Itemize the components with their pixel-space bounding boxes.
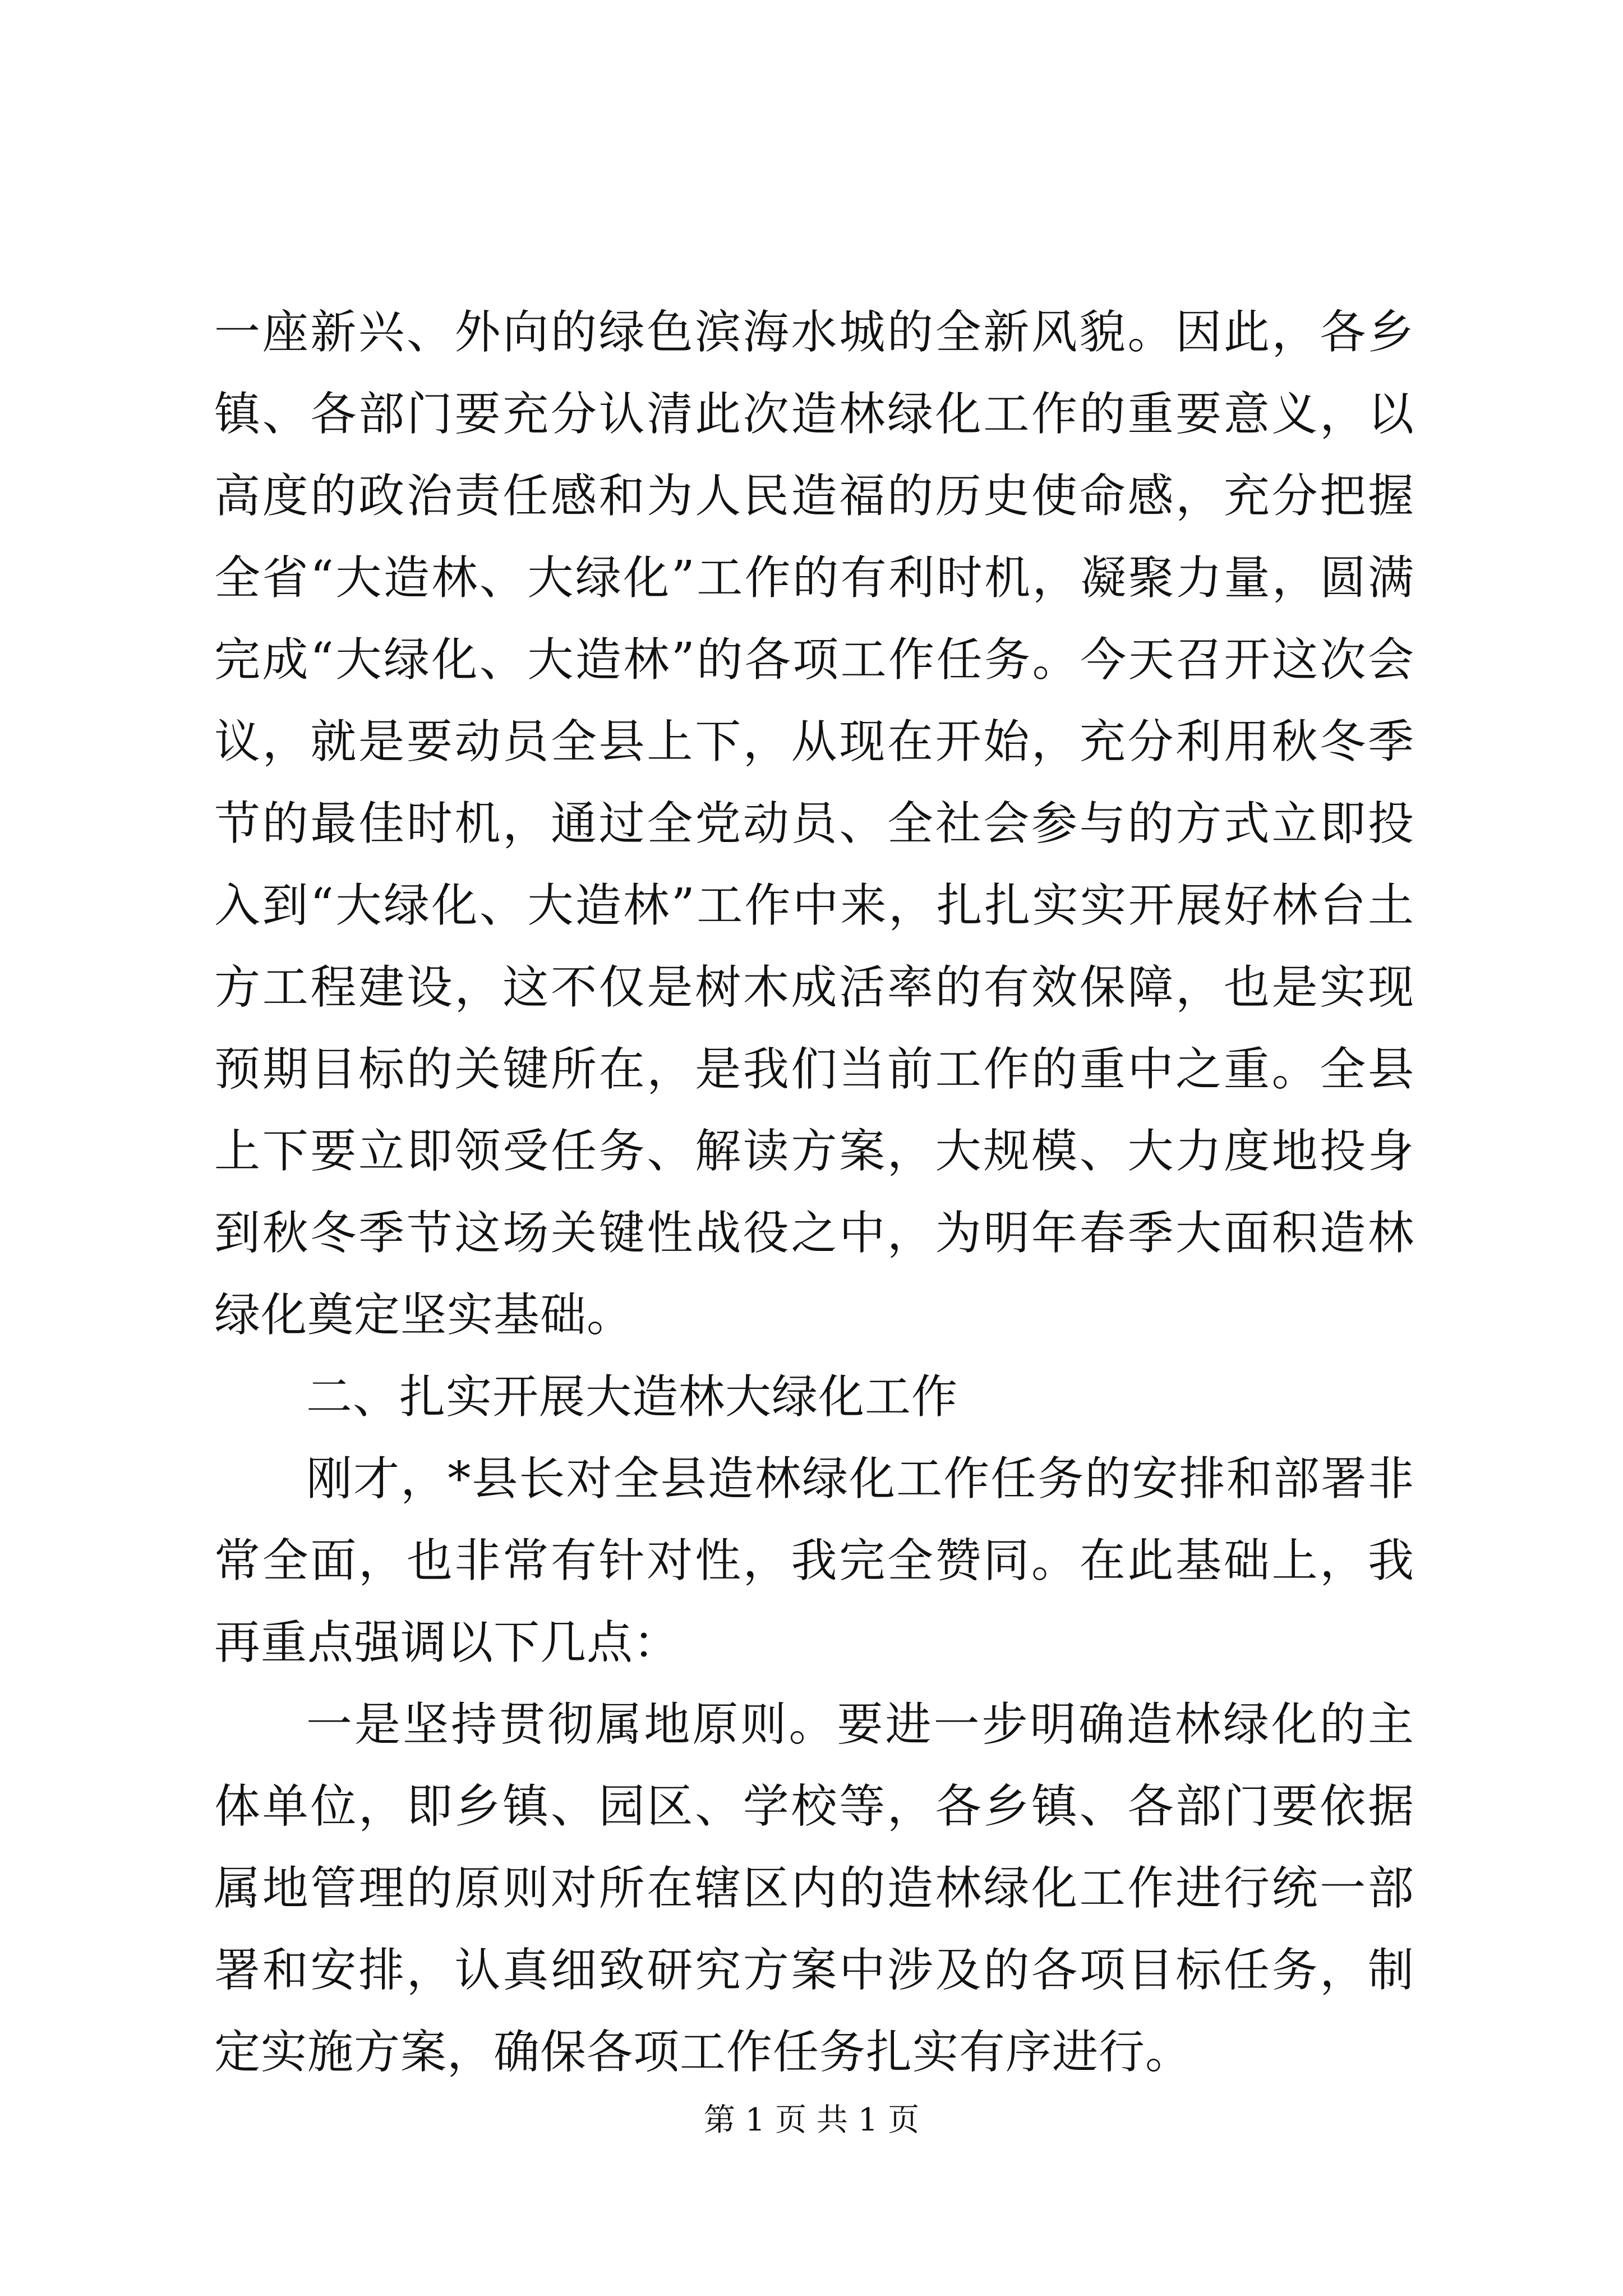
paragraph-continuation: 一座新兴、外向的绿色滨海水城的全新风貌。因此，各乡镇、各部门要充分认清此次造林绿化工作的重要意义，以高度的政治责任感和为人民造福的历史使命感，充分把握全省“大造林、大绿化”工作的有利时机，凝聚力量，圆满完成“大绿化、大造林”的各项工作任务。今天召开这次会议，就是要动员全县上下，从现在开始，充分利用秋冬季节的最佳时机，通过全党动员、全社会参与的方式立即投入到“大绿化、大造林”工作中来，扎扎实实开展好林台土方工程建设，这不仅是树木成活率的有效保障，也是实现预期目标的关键所在，是我们当前工作的重中之重。全县上下要立即领受任务、解读方案，大规模、大力度地投身到秋冬季节这场关键性战役之中，为明年春季大面积造林绿化奠定坚实基础。 (214, 306, 1414, 1342)
paragraph: 一是坚持贯彻属地原则。要进一步明确造林绿化的主体单位，即乡镇、园区、学校等，各乡镇、各部门要依据属地管理的原则对所在辖区内的造林绿化工作进行统一部署和安排，认真细致研究方案中涉及的各项目标任务，制定实施方案，确保各项工作任务扎实有序进行。 (214, 1698, 1414, 2079)
page-footer: 第 1 页 共 1 页 (703, 2102, 920, 2138)
document-body (214, 292, 1414, 2093)
section-heading: 二、扎实开展大造林大绿化工作 (306, 1370, 958, 1424)
paragraph: 刚才，*县长对全县造林绿化工作任务的安排和部署非常全面，也非常有针对性，我完全赞同。在此基础上，我再重点强调以下几点： (214, 1452, 1414, 1669)
